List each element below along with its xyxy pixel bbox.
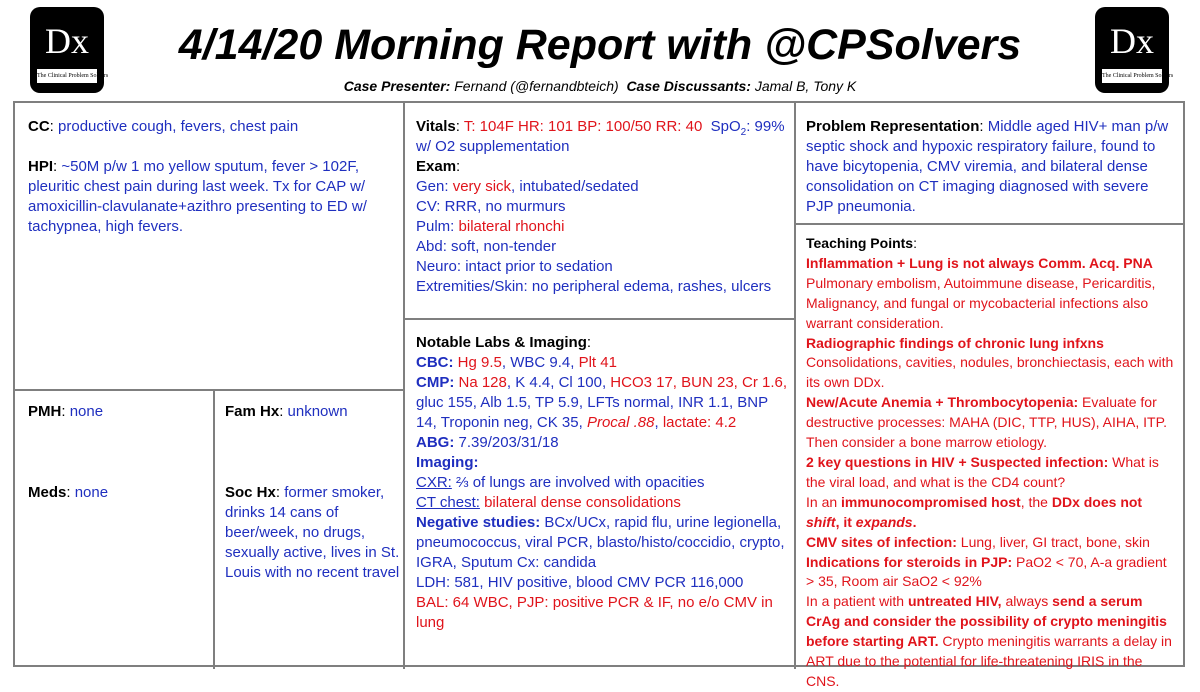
ct-label: CT chest: xyxy=(416,494,480,511)
abg xyxy=(416,433,788,453)
tp-body: Consolidations, cavities, nodules, bronchiectasis, each with its own DDx. xyxy=(806,354,1174,391)
imaging-label: Imaging: xyxy=(416,454,479,471)
divider xyxy=(403,101,405,669)
labs-label: Notable Labs & Imaging xyxy=(416,334,587,351)
exam-abd: Abd: soft, non-tender xyxy=(416,238,557,255)
chief-complaint: CC: productive cough, fevers, chest pain xyxy=(28,118,299,135)
vitals-values: T: 104F HR: 101 BP: 100/50 RR: 40 xyxy=(463,118,703,135)
pmh-label: PMH xyxy=(28,403,62,420)
divider xyxy=(794,101,796,669)
cxr xyxy=(416,473,788,493)
spo2-prefix: SpO xyxy=(710,118,741,135)
cc-hpi-section xyxy=(28,117,396,237)
sochx-value: former smoker, drinks 14 cans of beer/week, no drugs, sexually active, lives in St. Louis with no recent travel xyxy=(225,484,400,581)
divider xyxy=(794,223,1185,225)
tp-body: Lung, liver, GI tract, bone, skin xyxy=(960,533,1150,550)
vitals: Vitals: T: 104F HR: 101 BP: 100/50 RR: 40 SpO$_2$: 99% w/ O2 supplementation xyxy=(416,118,785,155)
hpi: HPI: ~50M p/w 1 mo yellow sputum, fever > 102F, pleuritic chest pain during last week. Tx for CAP w/ amoxicillin-clavulanate+azithro presenting to ED w/ tachypnea, high fevers. xyxy=(28,158,367,235)
tp-body: Pulmonary embolism, Autoimmune disease, Pericarditis, Malignancy, and fungal or mycobacterial infections also warrant consideration. xyxy=(806,274,1156,331)
tp-text: always xyxy=(1005,593,1049,610)
cmp-k-cl: K 4.4, Cl 100, xyxy=(515,374,607,391)
vitals-label: Vitals xyxy=(416,118,456,135)
ct-chest xyxy=(416,493,788,513)
bal: BAL: 64 WBC, PJP: positive PCR & IF, no e/o CMV in lung xyxy=(416,594,773,631)
tp-item xyxy=(806,393,1178,453)
tp-emph: shift xyxy=(806,513,836,530)
teaching-points-section: Teaching Points: Inflammation + Lung is not always Comm. Acq. PNA Pulmonary embolism, Autoimmune disease, Pericarditis, Malignancy, and fungal or mycobacterial infections also warrant consideration. Radiographic findings of chronic lung infxns Consolidations, cavities, nodules, bronchiectasis, each with its own DDx. New/Acute Anemia + Thrombocytopenia: Evaluate for destructive processes: MAHA (DIC, TTP, HUS), AIHA, ITP. Then consider a bone marrow etiology. 2 key questions in HIV + Suspected infection: What is the viral load, and what is the CD4 count? In an immunocompromised host, the DDx does not shift, it expands. CMV sites of infection: Lung, liver, GI tract, bone, skin Indications for steroids in PJP: PaO2 < 70, A-a gradient > 35, Room air SaO2 < 92% In a patient with untreated HIV, always send a serum CrAg and consider the possibility of crypto meningitis before starting ART. Crypto meningitis warrants a delay in ART due to the potential for life-threatening IRIS in the CNS. xyxy=(806,234,1178,692)
exam-pulm xyxy=(416,217,788,237)
cbc-hg: Hg 9.5 xyxy=(457,354,502,371)
problem-value: Middle aged HIV+ man p/w septic shock and hypoxic respiratory failure, found to have bicytopenia, CMV viremia, and bilateral dense consolidation on CT imaging diagnosed with severe PJP pneumonia. xyxy=(806,118,1169,215)
meds-label: Meds xyxy=(28,484,67,501)
ldh: LDH: 581, HIV positive, blood CMV PCR 116,000 xyxy=(416,574,744,591)
divider xyxy=(403,318,796,320)
cbc-wbc: WBC 9.4 xyxy=(510,354,571,371)
tp-emph: immunocompromised host xyxy=(841,493,1021,510)
presenter-line xyxy=(110,77,1090,95)
tp-title: Indications for steroids in PJP: xyxy=(806,553,1013,570)
cmp-procal: Procal .88 xyxy=(586,414,655,431)
cmp-lactate: lactate: 4.2 xyxy=(662,414,737,431)
hpi-value: ~50M p/w 1 mo yellow sputum, fever > 102F, pleuritic chest pain during last week. Tx for CAP w/ amoxicillin-clavulanate+azithro presenting to ED w/ tachypnea, high fevers. xyxy=(28,158,367,235)
divider xyxy=(13,389,405,391)
gen-finding: very sick xyxy=(452,178,512,195)
vitals-exam-section xyxy=(416,117,788,297)
famhx-label: Fam Hx xyxy=(225,403,280,420)
spo2-sub: 2 xyxy=(740,127,747,138)
presenter-label: Case Presenter: xyxy=(343,78,451,94)
famhx-section: Fam Hx: unknown xyxy=(225,403,348,420)
tp-body: Evaluate for destructive processes: MAHA (DIC, TTP, HUS), AIHA, ITP. Then consider a bone marrow etiology. xyxy=(806,394,1167,451)
tp-item xyxy=(806,553,1178,593)
tp-text: In an xyxy=(806,493,838,510)
problem-label: Problem Representation xyxy=(806,118,980,135)
cmp-rest: gluc 155, Alb 1.5, TP 5.9, LFTs normal, INR 1.1, BNP 14, Troponin neg, CK 35, xyxy=(416,394,768,431)
tp-title: 2 key questions in HIV + Suspected infection: xyxy=(806,453,1109,470)
gen-label: Gen: xyxy=(416,178,449,195)
cmp-abnormal: HCO3 17, BUN 23, Cr 1.6, xyxy=(610,374,788,391)
neg-label: Negative studies: xyxy=(416,514,541,531)
tp-item xyxy=(806,453,1178,493)
tp-emph: DDx does not xyxy=(1051,493,1143,510)
abg-label: ABG: xyxy=(416,434,455,451)
logo-letters: Dx xyxy=(45,21,89,61)
cxr-label: CXR: xyxy=(416,474,452,491)
clinical-problem-solvers-logo xyxy=(1095,7,1174,93)
tp-title: New/Acute Anemia + Thrombocytopenia: xyxy=(806,394,1079,411)
gen-rest: , intubated/sedated xyxy=(511,178,639,195)
exam-gen xyxy=(416,177,788,197)
discussants-label: Case Discussants: xyxy=(626,78,751,94)
tp-body: PaO2 < 70, A-a gradient > 35, Room air SaO2 < 92% xyxy=(806,553,1167,590)
pmh-value: none xyxy=(69,403,104,420)
tp-item: In an immunocompromised host, the DDx does not shift, it expands. xyxy=(806,493,1143,530)
exam-neuro: Neuro: intact prior to sedation xyxy=(416,258,613,275)
meds-section: Meds: none xyxy=(28,484,109,501)
cc-label: CC xyxy=(28,118,50,135)
cbc: CBC: Hg 9.5, WBC 9.4, Plt 41 xyxy=(416,354,617,371)
cxr-value: ⅔ of lungs are involved with opacities xyxy=(456,474,705,491)
tp-emph: , it xyxy=(835,513,852,530)
hpi-label: HPI xyxy=(28,158,54,175)
meds-value: none xyxy=(74,484,109,501)
exam-label: Exam xyxy=(416,158,457,175)
neg-value: BCx/UCx, rapid flu, urine legionella, pneumococcus, viral PCR, blasto/histo/coccidio, crypto, IGRA, Sputum Cx: candida xyxy=(416,514,785,571)
cbc-label: CBC: xyxy=(416,354,454,371)
tp-emph: send a serum CrAg and consider the possibility of crypto meningitis before starting ART. xyxy=(806,593,1167,650)
presenter-name: Fernand (@fernandbteich) xyxy=(454,78,619,94)
pulm-finding: bilateral rhonchi xyxy=(458,218,565,235)
exam-extremities: Extremities/Skin: no peripheral edema, rashes, ulcers xyxy=(416,278,772,295)
tp-text: , the xyxy=(1020,493,1048,510)
tp-emph: untreated HIV, xyxy=(907,593,1002,610)
tp-emph: expands xyxy=(855,513,913,530)
logo-caption: The Clinical Problem Solvers xyxy=(1102,69,1162,83)
spo2-rest: : 99% w/ O2 supplementation xyxy=(416,118,785,155)
cc-value: productive cough, fevers, chest pain xyxy=(58,118,299,135)
logo-letters: Dx xyxy=(1110,21,1154,61)
tp-item xyxy=(806,533,1178,553)
tp-text: Crypto meningitis warrants a delay in ART due to the potential for life-threatening IRIS in the CNS. xyxy=(806,633,1172,689)
pmh-section: PMH: none xyxy=(28,403,104,420)
cmp: CMP: Na 128, K 4.4, Cl 100, HCO3 17, BUN 23, Cr 1.6, gluc 155, Alb 1.5, TP 5.9, LFTs normal, INR 1.1, BNP 14, Troponin neg, CK 35, Procal .88, lactate: 4.2 xyxy=(416,374,788,431)
exam-cv: CV: RRR, no murmurs xyxy=(416,198,566,215)
teaching-label: Teaching Points xyxy=(806,235,914,251)
divider xyxy=(213,389,215,669)
tp-title: Radiographic findings of chronic lung infxns xyxy=(806,334,1104,351)
page-title: 4/14/20 Morning Report with @CPSolvers xyxy=(178,21,1022,69)
cmp-na: Na 128 xyxy=(458,374,507,391)
logo-caption: The Clinical Problem Solvers xyxy=(37,69,97,83)
tp-body: What is the viral load, and what is the CD4 count? xyxy=(806,453,1159,490)
abg-value: 7.39/203/31/18 xyxy=(458,434,559,451)
cbc-plt: Plt 41 xyxy=(578,354,617,371)
labs-imaging-section: Notable Labs & Imaging: CBC: Hg 9.5, WBC 9.4, Plt 41 CMP: Na 128, K 4.4, Cl 100, HCO3 17, BUN 23, Cr 1.6, gluc 155, Alb 1.5, TP 5.9, LFTs normal, INR 1.1, BNP 14, Troponin neg, CK 35, Procal .88, lactate: 4.2 ABG: 7.39/203/31/18 Imaging: CXR: ⅔ of lungs are involved with opacities CT chest: bilateral dense consolidations Negative studies: BCx/UCx, rapid flu, urine legionella, pneumococcus, viral PCR, blasto/histo/coccidio, crypto, IGRA, Sputum Cx: candida LDH: 581, HIV positive, blood CMV PCR 116,000 BAL: 64 WBC, PJP: positive PCR & IF, no e/o CMV in lung xyxy=(416,334,788,631)
tp-title: CMV sites of infection: xyxy=(806,533,957,550)
clinical-problem-solvers-logo xyxy=(30,7,109,93)
exam: Exam: Gen: very sick, intubated/sedated CV: RRR, no murmurs Pulm: bilateral rhonchi Abd: soft, non-tender Neuro: intact prior to sedation Extremities/Skin: no peripheral edema, rashes, ulcers xyxy=(416,157,788,297)
sochx-label: Soc Hx xyxy=(225,484,276,501)
sochx-section: Soc Hx: former smoker, drinks 14 cans of beer/week, no drugs, sexually active, lives in St. Louis with no recent travel xyxy=(225,484,400,581)
negative-studies xyxy=(416,513,788,573)
discussants-names: Jamal B, Tony K xyxy=(754,78,857,94)
famhx-value: unknown xyxy=(287,403,348,420)
tp-text: In a patient with xyxy=(806,593,905,610)
tp-item xyxy=(806,592,1178,692)
problem-representation-section: Problem Representation: Middle aged HIV+ man p/w septic shock and hypoxic respiratory failure, found to have bicytopenia, CMV viremia, and bilateral dense consolidation on CT imaging diagnosed with severe PJP pneumonia. xyxy=(806,118,1169,215)
tp-title: Inflammation + Lung is not always Comm. Acq. PNA xyxy=(806,254,1153,271)
pulm-label: Pulm: xyxy=(416,218,455,235)
cmp-label: CMP: xyxy=(416,374,455,391)
ct-value: bilateral dense consolidations xyxy=(484,494,681,511)
